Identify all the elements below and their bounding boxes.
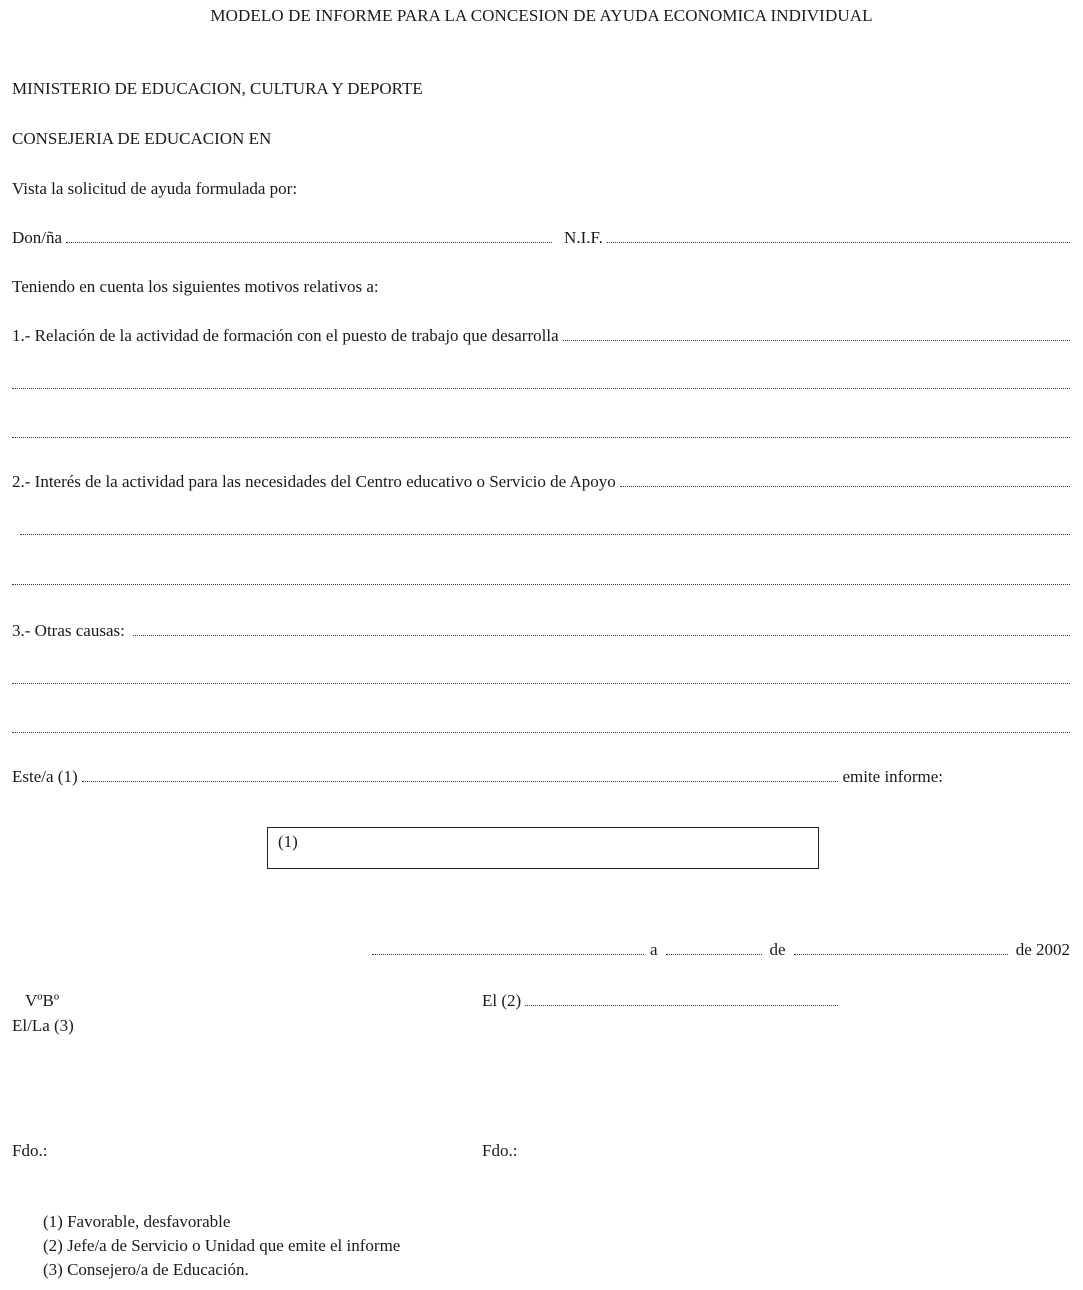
report-issuer-field[interactable] [82,781,839,782]
request-intro: Vista la solicitud de ayuda formulada por: [12,179,298,198]
left-signature-fdo: Fdo.: [12,1141,48,1160]
right-signer-field[interactable] [525,1005,838,1006]
date-day-field[interactable] [666,954,762,955]
footnote-3: (3) Consejero/a de Educación. [43,1260,249,1279]
applicant-name-label: Don/ña [12,228,63,247]
applicant-nif-label: N.I.F. [564,228,603,247]
ministry-heading: MINISTERIO DE EDUCACION, CULTURA Y DEPORTE [12,79,423,98]
date-a-label: a [650,940,658,959]
date-row [372,940,1070,960]
motive-2-row [12,472,1070,492]
vobo-label: VºBº [25,991,60,1010]
consejeria-heading: CONSEJERIA DE EDUCACION EN [12,129,272,148]
motive-3-label: 3.- Otras causas: [12,621,125,640]
right-signer-row [482,991,838,1011]
motive-3-line-3[interactable] [12,732,1070,733]
date-de-label: de [769,940,786,959]
date-year-label: de 2002 [1015,940,1070,959]
motive-1-field[interactable] [563,340,1070,341]
motive-3-row [12,621,1070,641]
applicant-nif-field[interactable] [607,242,1070,243]
motive-3-field[interactable] [133,635,1070,636]
applicant-row [12,228,1070,248]
motive-1-row [12,326,1070,346]
left-signer-role: El/La (3) [12,1016,74,1035]
motive-2-line-3[interactable] [12,584,1070,585]
motives-intro: Teniendo en cuenta los siguientes motivos relativos a: [12,277,379,296]
right-signer-role: El (2) [482,991,522,1010]
motive-3-line-2[interactable] [12,683,1070,684]
footnote-2: (2) Jefe/a de Servicio o Unidad que emite el informe [43,1236,401,1255]
report-prefix: Este/a (1) [12,767,78,786]
footnote-1: (1) Favorable, desfavorable [43,1212,231,1231]
applicant-name-field[interactable] [66,242,552,243]
motive-2-label: 2.- Interés de la actividad para las necesidades del Centro educativo o Servicio de Apoyo [12,472,616,491]
document-title: MODELO DE INFORME PARA LA CONCESION DE AYUDA ECONOMICA INDIVIDUAL [210,6,873,25]
date-month-field[interactable] [794,954,1008,955]
motive-1-line-2[interactable] [12,388,1070,389]
date-place-field[interactable] [372,954,644,955]
right-signature-fdo: Fdo.: [482,1141,518,1160]
report-suffix: emite informe: [842,767,943,786]
report-row [12,767,943,787]
motive-2-line-2[interactable] [20,534,1070,535]
motive-1-line-3[interactable] [12,437,1070,438]
report-result-box[interactable] [267,827,819,869]
motive-2-field[interactable] [620,486,1070,487]
report-result-label: (1) [278,832,298,851]
motive-1-label: 1.- Relación de la actividad de formación con el puesto de trabajo que desarrolla [12,326,559,345]
